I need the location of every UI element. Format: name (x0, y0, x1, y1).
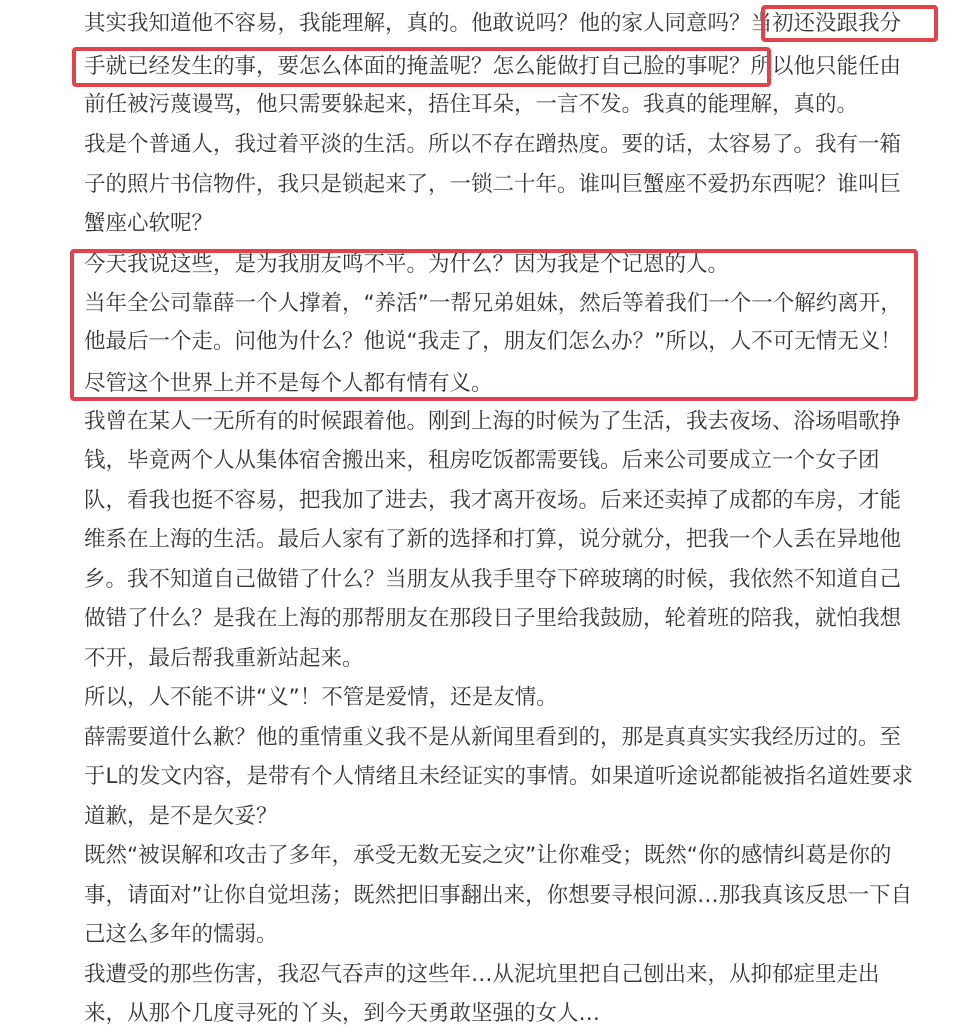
paragraph-line: 事，请面对”让你自觉坦荡；既然把旧事翻出来，你想要寻根问源…那我真该反思一下自 (84, 883, 913, 908)
paragraph-line: 我曾在某人一无所有的时候跟着他。刚到上海的时候为了生活，我去夜场、浴场唱歌挣 (84, 409, 902, 434)
paragraph-line: 不开，最后帮我重新站起来。 (84, 646, 364, 671)
paragraph-line: 子的照片书信物件，我只是锁起来了，一锁二十年。谁叫巨蟹座不爱扔东西呢？谁叫巨 (84, 172, 902, 197)
highlight-box-top-right (761, 5, 938, 42)
paragraph-line: 尽管这个世界上并不是每个人都有情有义。 (84, 371, 493, 396)
paragraph-line: 道歉，是不是欠妥？ (84, 804, 278, 829)
paragraph-line: 他最后一个走。问他为什么？他说“我走了，朋友们怎么办？”所以，人不可无情无义！ (84, 329, 902, 354)
paragraph-line: 我是个普通人，我过着平淡的生活。所以不存在蹭热度。要的话，太容易了。我有一箱 (84, 132, 902, 157)
paragraph-line: 钱，毕竟两个人从集体宿舍搬出来，租房吃饭都需要钱。后来公司要成立一个女子团 (84, 448, 880, 473)
highlight-box-friend-paragraph (70, 249, 918, 401)
paragraph-line: 既然“被误解和攻击了多年，承受无数无妄之灾”让你难受；既然“你的感情纠葛是你的 (84, 843, 892, 868)
paragraph-line: 于L的发文内容，是带有个人情绪且未经证实的事情。如果道听途说都能被指名道姓要求 (84, 764, 913, 789)
paragraph-line: 来，从那个几度寻死的丫头，到今天勇敢坚强的女人… (84, 1001, 601, 1026)
paragraph-line: 蟹座心软呢？ (84, 211, 214, 236)
paragraph-line: 前任被污蔑谩骂，他只需要躲起来，捂住耳朵，一言不发。我真的能理解，真的。 (84, 92, 859, 117)
paragraph-line: 队，看我也挺不容易，把我加了进去，我才离开夜场。后来还卖掉了成都的车房，才能 (84, 488, 902, 513)
paragraph-line: 薛需要道什么歉？他的重情重义我不是从新闻里看到的，那是真真实实我经历过的。至 (84, 725, 902, 750)
paragraph-line: 我遭受的那些伤害，我忍气吞声的这些年…从泥坑里把自己刨出来，从抑郁症里走出 (84, 962, 880, 987)
paragraph-line: 其实我知道他不容易，我能理解，真的。他敢说吗？他的家人同意吗？当初还没跟我分 (84, 11, 902, 36)
highlight-box-second-line (72, 47, 771, 87)
paragraph-line: 乡。我不知道自己做错了什么？当朋友从我手里夺下碎玻璃的时候，我依然不知道自己 (84, 567, 902, 592)
paragraph-line: 做错了什么？是我在上海的那帮朋友在那段日子里给我鼓励，轮着班的陪我，就怕我想 (84, 606, 902, 631)
paragraph-line: 所以，人不能不讲“义”！不管是爱情，还是友情。 (84, 685, 558, 710)
paragraph-line: 手就已经发生的事，要怎么体面的掩盖呢？怎么能做打自己脸的事呢？所以他只能任由 (84, 54, 902, 79)
paragraph-line: 己这么多年的懦弱。 (84, 922, 278, 947)
paragraph-line: 维系在上海的生活。最后人家有了新的选择和打算，说分就分，把我一个人丢在异地他 (84, 527, 902, 552)
paragraph-line: 今天我说这些，是为我朋友鸣不平。为什么？因为我是个记恩的人。 (84, 252, 730, 277)
paragraph-line: 当年全公司靠薛一个人撑着，“养活”一帮兄弟姐妹，然后等着我们一个一个解约离开， (84, 291, 902, 316)
